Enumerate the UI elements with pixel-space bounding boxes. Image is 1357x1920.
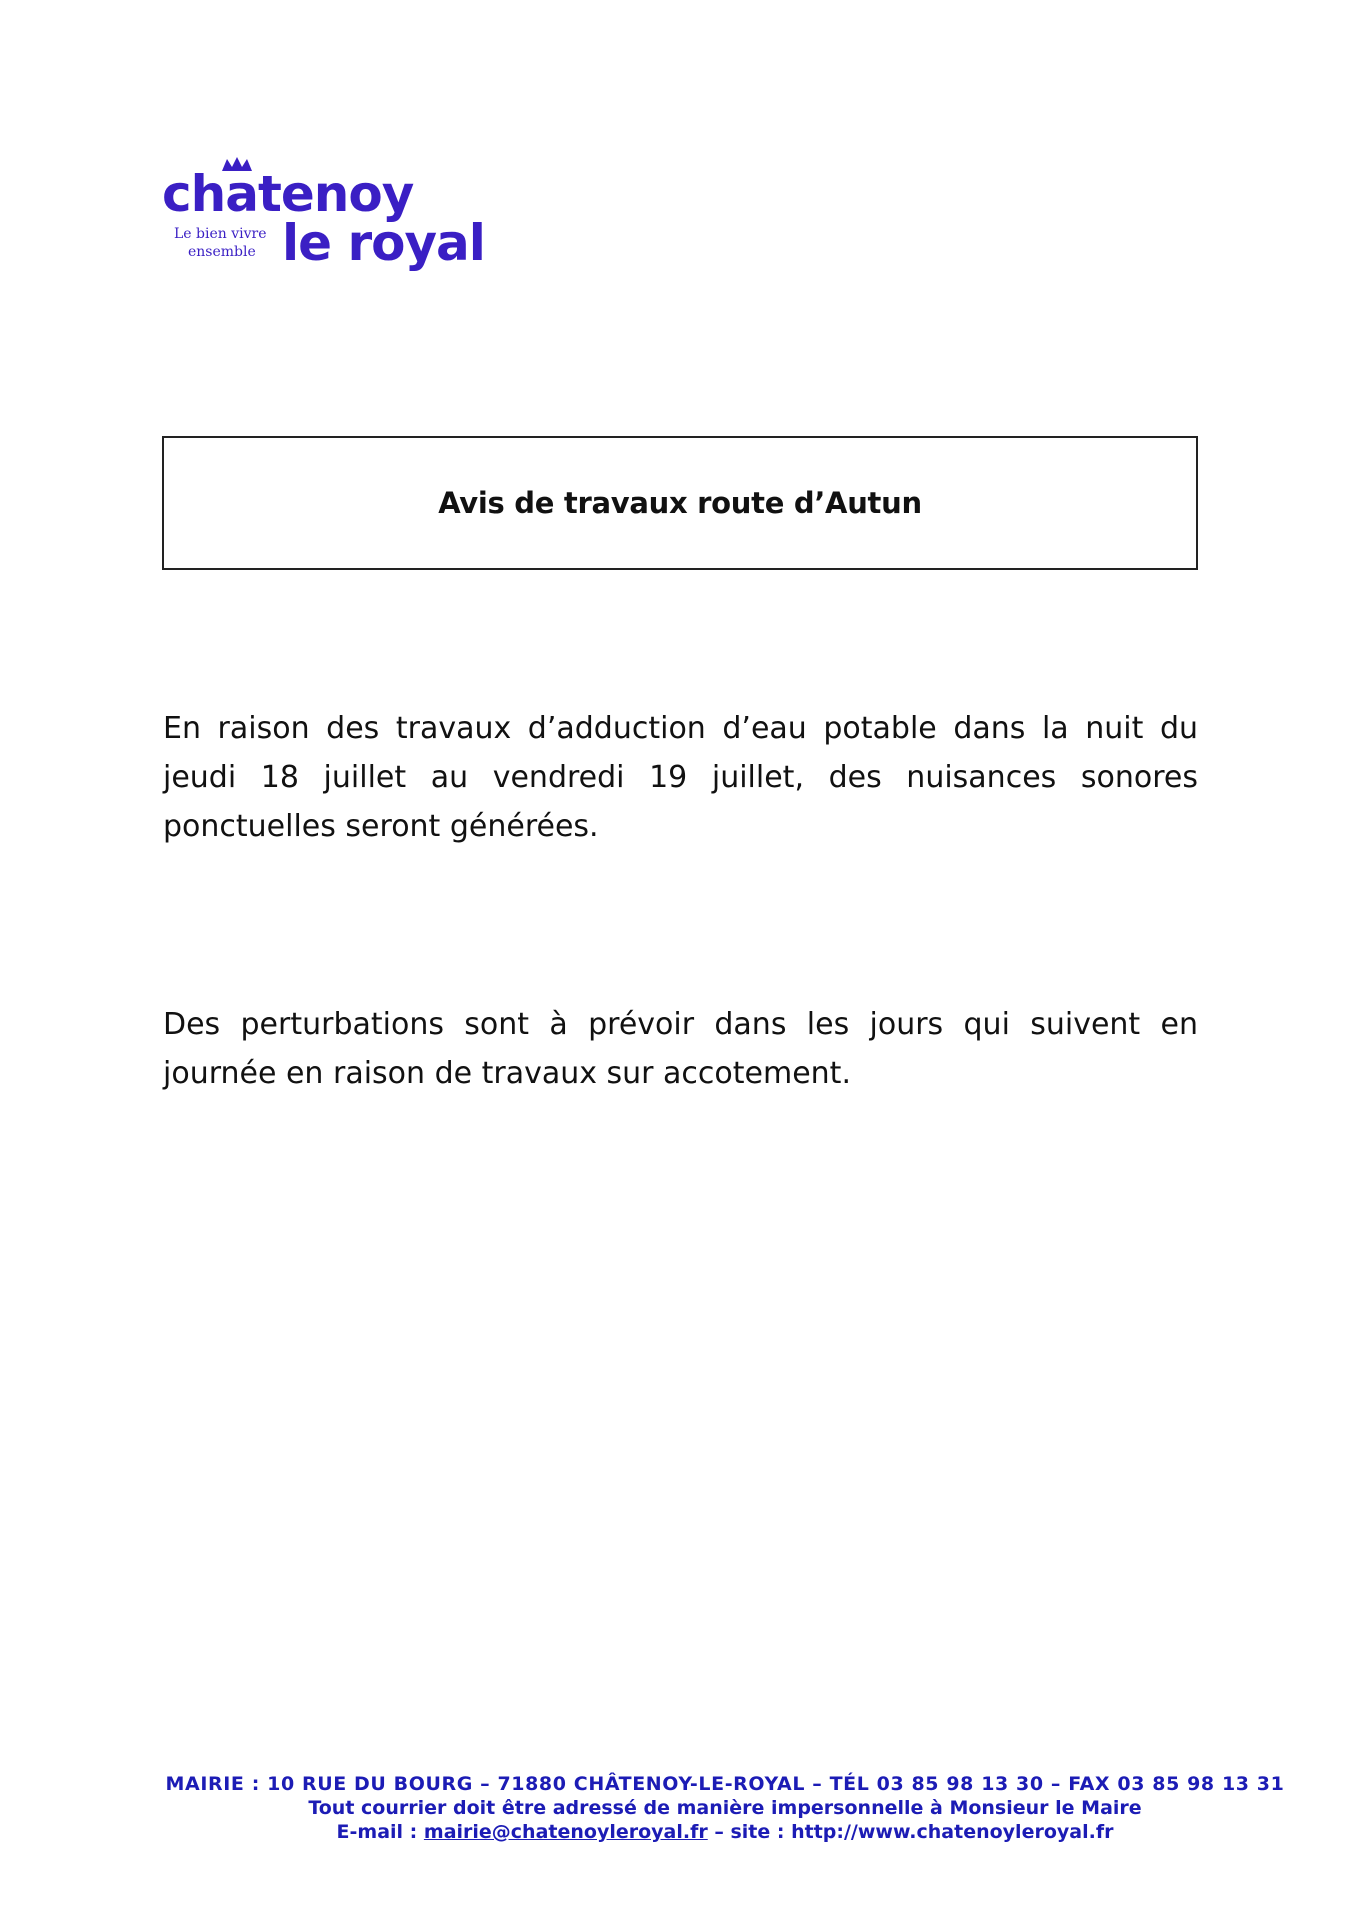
footer-contact — [160, 1820, 1290, 1844]
footer-email-link[interactable]: mairie@chatenoyleroyal.fr — [423, 1821, 708, 1843]
logo-tagline-line2: ensemble — [188, 244, 256, 260]
footer-email-label: E-mail : — [336, 1821, 424, 1843]
notice-title: Avis de travaux route d’Autun — [438, 486, 922, 520]
notice-paragraph-noise: En raison des travaux d’adduction d’eau potable dans la nuit du jeudi 18 juillet au vendredi 19 juillet, des nuisances sonores ponctuelles seront générées. — [163, 711, 1198, 844]
logo-tagline-line1: Le bien vivre — [174, 226, 267, 242]
notice-paragraph-disruptions: Des perturbations sont à prévoir dans les jours qui suivent en journée en raison de travaux sur accotement. — [163, 1007, 1198, 1091]
notice-title-box — [162, 436, 1198, 570]
logo-word-le-royal: le royal — [282, 214, 485, 272]
chatenoy-le-royal-logo — [160, 155, 485, 285]
logo-word-chatenoy: chatenoy — [162, 165, 414, 223]
town-hall-footer — [160, 1772, 1290, 1844]
footer-site-text: – site : http://www.chatenoyleroyal.fr — [707, 1821, 1114, 1843]
footer-address: MAIRIE : 10 RUE DU BOURG – 71880 CHÂTENOY-LE-ROYAL – TÉL 03 85 98 13 30 – FAX 03 85 98 13 31 — [165, 1773, 1285, 1795]
footer-mail-notice: Tout courrier doit être adressé de manière impersonnelle à Monsieur le Maire — [308, 1797, 1142, 1819]
